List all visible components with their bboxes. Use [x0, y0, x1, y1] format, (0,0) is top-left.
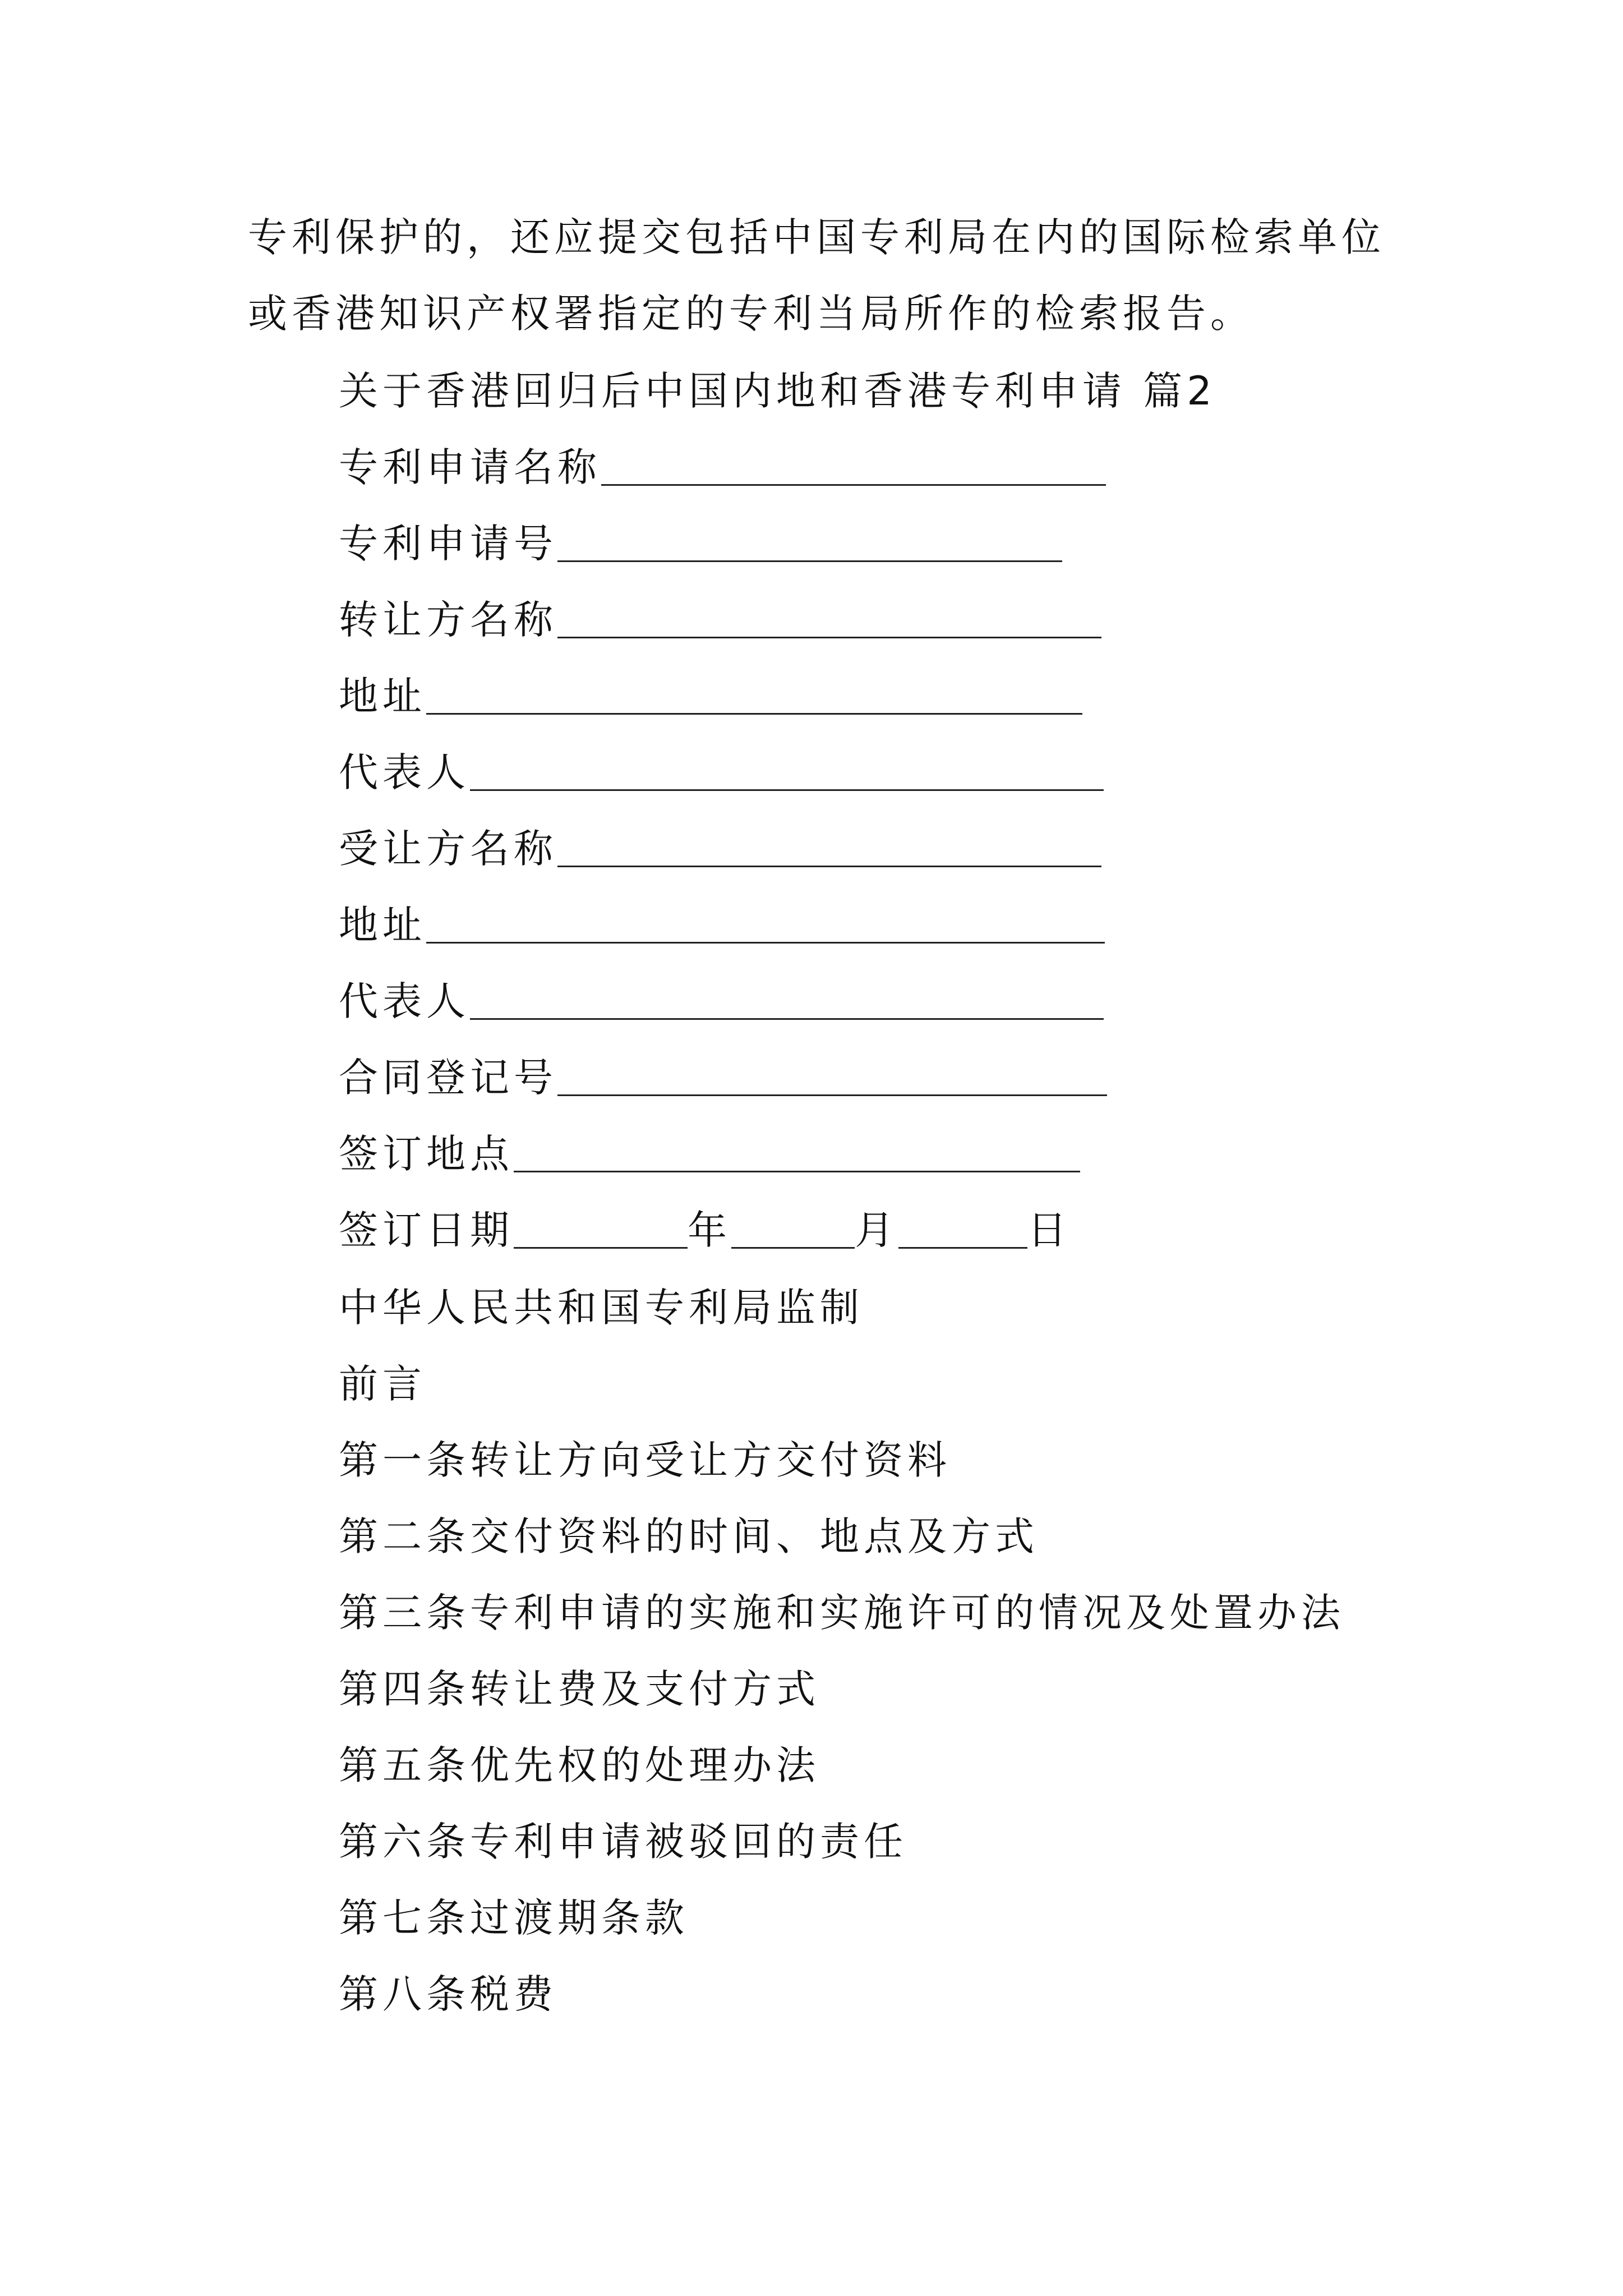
- article-item: 第四条转让费及支付方式: [339, 1666, 820, 1712]
- field-label: 签订地点: [339, 1131, 514, 1177]
- field-label: 地址: [339, 673, 426, 719]
- field-label: 签订日期: [339, 1207, 514, 1253]
- month-label: 月: [855, 1207, 898, 1253]
- form-field-signing-date: [339, 1205, 1071, 1255]
- form-field-registration-number: [339, 1052, 1107, 1103]
- fill-in-blank[interactable]: [601, 445, 1106, 486]
- fill-in-blank[interactable]: [426, 903, 1105, 944]
- form-field-signing-place: [339, 1129, 1080, 1179]
- form-field-assignor-name: [339, 595, 1101, 645]
- form-field-assignor-address: [339, 671, 1082, 721]
- fill-in-blank[interactable]: [557, 521, 1062, 562]
- field-label: 转让方名称: [339, 597, 557, 643]
- day-blank[interactable]: [898, 1208, 1027, 1249]
- field-label: 专利申请号: [339, 521, 557, 567]
- supervision-line: 中华人民共和国专利局监制: [339, 1285, 864, 1331]
- field-label: 代表人: [339, 749, 470, 795]
- year-blank[interactable]: [514, 1208, 688, 1249]
- year-label: 年: [688, 1207, 731, 1253]
- fill-in-blank[interactable]: [470, 750, 1104, 791]
- fill-in-blank[interactable]: [514, 1131, 1080, 1172]
- form-field-assignee-address: [339, 900, 1105, 950]
- intro-line-2: 或香港知识产权署指定的专利当局所作的检索报告。: [248, 291, 1254, 337]
- form-field-application-name: [339, 442, 1106, 493]
- form-field-assignee-name: [339, 823, 1101, 874]
- fill-in-blank[interactable]: [557, 826, 1101, 867]
- fill-in-blank[interactable]: [557, 597, 1101, 638]
- article-item: 第八条税费: [339, 1971, 557, 2017]
- month-blank[interactable]: [731, 1208, 855, 1249]
- article-item: 第一条转让方向受让方交付资料: [339, 1437, 951, 1483]
- form-field-assignor-representative: [339, 747, 1104, 798]
- preface-heading: 前言: [339, 1361, 426, 1407]
- fill-in-blank[interactable]: [557, 1055, 1107, 1096]
- intro-line-1: 专利保护的，还应提交包括中国专利局在内的国际检索单位: [248, 214, 1385, 260]
- article-item: 第五条优先权的处理办法: [339, 1742, 820, 1788]
- article-item: 第六条专利申请被驳回的责任: [339, 1819, 907, 1865]
- fill-in-blank[interactable]: [426, 674, 1082, 715]
- field-label: 地址: [339, 902, 426, 948]
- field-label: 专利申请名称: [339, 444, 601, 490]
- field-label: 受让方名称: [339, 826, 557, 872]
- form-field-application-number: [339, 518, 1062, 569]
- form-field-assignee-representative: [339, 976, 1104, 1027]
- article-item: 第二条交付资料的时间、地点及方式: [339, 1513, 1039, 1559]
- fill-in-blank[interactable]: [470, 979, 1104, 1020]
- section-heading: 关于香港回归后中国内地和香港专利申请 篇2: [339, 368, 1216, 414]
- field-label: 合同登记号: [339, 1055, 557, 1101]
- field-label: 代表人: [339, 978, 470, 1024]
- article-item: 第七条过渡期条款: [339, 1895, 689, 1941]
- article-item: 第三条专利申请的实施和实施许可的情况及处置办法: [339, 1590, 1345, 1636]
- day-label: 日: [1027, 1207, 1071, 1253]
